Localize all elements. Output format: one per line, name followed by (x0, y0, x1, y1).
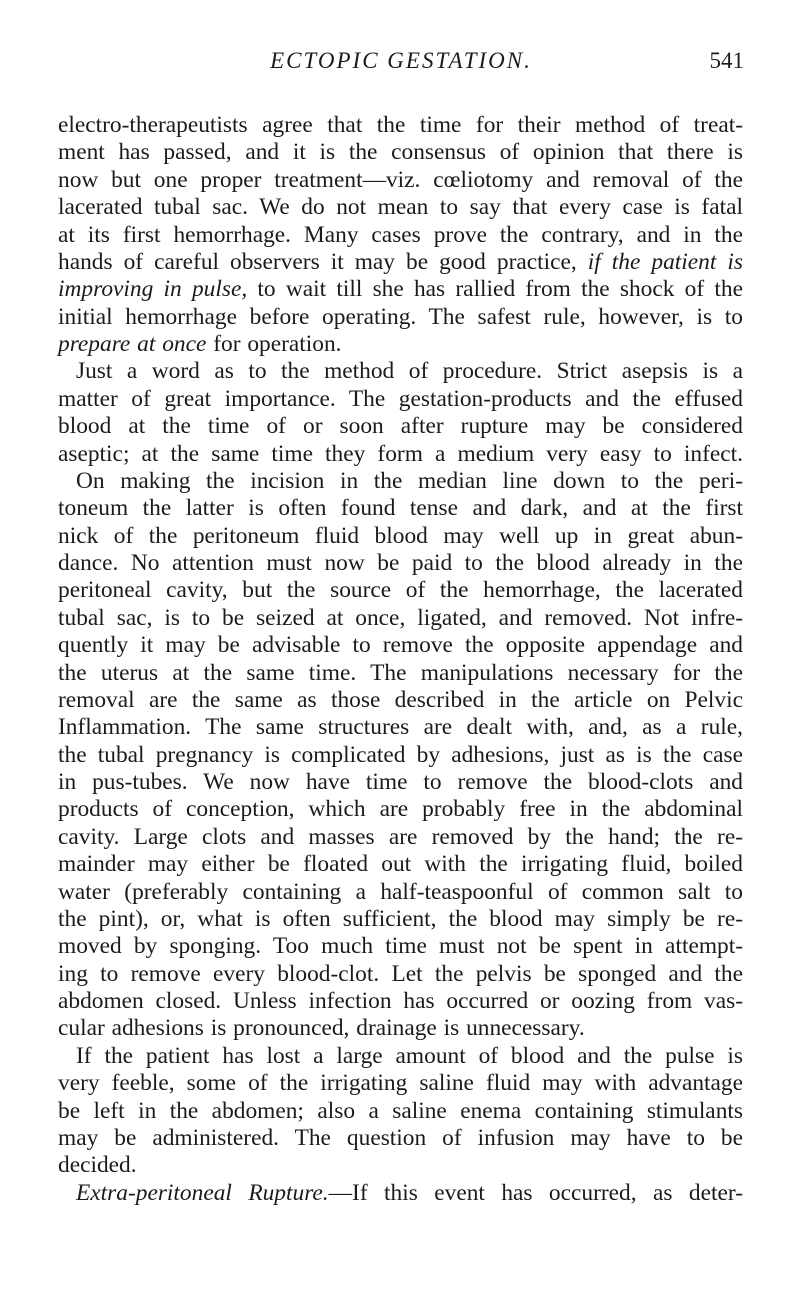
line-text: tubal sac, is to be seized at once, ligated, and removed. Not infre- (58, 604, 743, 631)
line-text: If the patient has lost a large amount of blood and the pulse is (76, 1042, 743, 1069)
text-line (58, 167, 743, 194)
body-text (58, 112, 743, 1207)
text-line (58, 769, 743, 796)
line-text: at its first hemorrhage. Many cases prove the contrary, and in the (58, 221, 743, 248)
line-text: removal are the same as those described in the article on Pelvic (58, 686, 743, 713)
text-line (58, 1070, 743, 1097)
text-line (58, 824, 743, 851)
line-text: decided. (58, 1152, 137, 1179)
text-line (58, 988, 743, 1015)
line-text: now but one proper treatment—viz. cœliotomy and removal of the (58, 166, 743, 193)
line-text: quently it may be advisable to remove the opposite appendage and (58, 632, 743, 659)
text-line (58, 906, 743, 933)
text-line (58, 139, 743, 166)
line-text: electro-therapeutists agree that the time for their method of treat- (58, 112, 743, 138)
line-text: On making the incision in the median line down to the peri- (76, 467, 743, 494)
line-text: ment has passed, and it is the consensus of opinion that there is (58, 139, 743, 166)
text-line (58, 1043, 743, 1070)
line-text: aseptic; at the same time they form a medium very easy to infect. (58, 440, 743, 467)
text-line (58, 577, 743, 604)
text-line (58, 1015, 743, 1042)
line-text: very feeble, some of the irrigating saline fluid may with advantage (58, 1070, 743, 1097)
text-line (58, 632, 743, 659)
text-line (58, 1152, 743, 1179)
italic-phrase: improving in pulse, (58, 276, 248, 303)
line-text: matter of great importance. The gestation-products and the effused (58, 385, 743, 412)
text-line (58, 276, 743, 303)
text-line (58, 1180, 743, 1207)
line-text: abdomen closed. Unless infection has occurred or oozing from vas- (58, 988, 743, 1014)
line-segment: for operation. (206, 331, 342, 357)
text-line (58, 523, 743, 550)
text-line (58, 112, 743, 139)
line-text: initial hemorrhage before operating. The safest rule, however, is to (58, 303, 743, 330)
line-text: dance. No attention must now be paid to the blood already in the (58, 550, 743, 576)
line-text: Just a word as to the method of procedure. Strict asepsis is a (76, 358, 743, 385)
text-line (58, 933, 743, 960)
line-text: be left in the abdomen; also a saline enema containing stimulants (58, 1097, 743, 1124)
text-line (58, 714, 743, 741)
line-text: in pus-tubes. We now have time to remove the blood-clots and (58, 769, 743, 795)
text-line (58, 796, 743, 823)
line-text: cavity. Large clots and masses are removed by the hand; the re- (58, 823, 743, 850)
italic-phrase: if the patient is (587, 248, 743, 275)
text-line (58, 1125, 743, 1152)
text-line (58, 660, 743, 687)
text-line (58, 961, 743, 988)
line-text: water (preferably containing a half-teaspoonful of common salt to (58, 878, 743, 905)
text-line (58, 304, 743, 331)
text-line (58, 331, 743, 358)
line-text: mainder may either be floated out with the irrigating fluid, boiled (58, 851, 743, 878)
text-line (58, 386, 743, 413)
page-number: 541 (709, 48, 744, 73)
running-head (58, 44, 744, 84)
line-text: the uterus at the same time. The manipulations necessary for the (58, 659, 743, 686)
text-line (58, 222, 743, 249)
text-line (58, 1098, 743, 1125)
text-line (58, 605, 743, 632)
text-line (58, 879, 743, 906)
text-line (58, 495, 743, 522)
text-line (58, 441, 743, 468)
text-line (58, 742, 743, 769)
text-line (58, 468, 743, 495)
line-text: toneum the latter is often found tense and dark, and at the first (58, 495, 743, 522)
running-title: ECTOPIC GESTATION. (270, 48, 532, 73)
line-text: peritoneal cavity, but the source of the hemorrhage, the lacerated (58, 577, 743, 604)
text-line (58, 358, 743, 385)
line-text: blood at the time of or soon after rupture may be considered (58, 413, 743, 440)
text-line (58, 687, 743, 714)
text-line (58, 851, 743, 878)
line-text: products of conception, which are probably free in the abdominal (58, 796, 743, 823)
line-text: may be administered. The question of infusion may have to be (58, 1124, 743, 1151)
line-text: the pint), or, what is often sufficient, the blood may simply be re- (58, 905, 743, 932)
text-line (58, 249, 743, 276)
text-line (58, 194, 743, 221)
line-segment: to wait till she has rallied from the shock of the (247, 276, 743, 303)
line-text: the tubal pregnancy is complicated by adhesions, just as is the case (58, 741, 743, 768)
line-text: ing to remove every blood-clot. Let the pelvis be sponged and the (58, 960, 743, 987)
line-segment: —If this event has occurred, as deter- (328, 1179, 743, 1206)
italic-phrase: prepare at once (58, 331, 207, 357)
line-text: cular adhesions is pronounced, drainage is unnecessary. (58, 1015, 585, 1042)
line-segment: hands of careful observers it may be good practice, (58, 248, 588, 275)
text-line (58, 550, 743, 577)
italic-phrase: Extra-peritoneal Rupture. (76, 1179, 329, 1206)
line-text: lacerated tubal sac. We do not mean to say that every case is fatal (58, 194, 743, 221)
text-line (58, 413, 743, 440)
line-text: nick of the peritoneum fluid blood may well up in great abun- (58, 522, 743, 549)
line-text: moved by sponging. Too much time must not be spent in attempt- (58, 933, 743, 960)
line-text: Inflammation. The same structures are dealt with, and, as a rule, (58, 714, 743, 741)
